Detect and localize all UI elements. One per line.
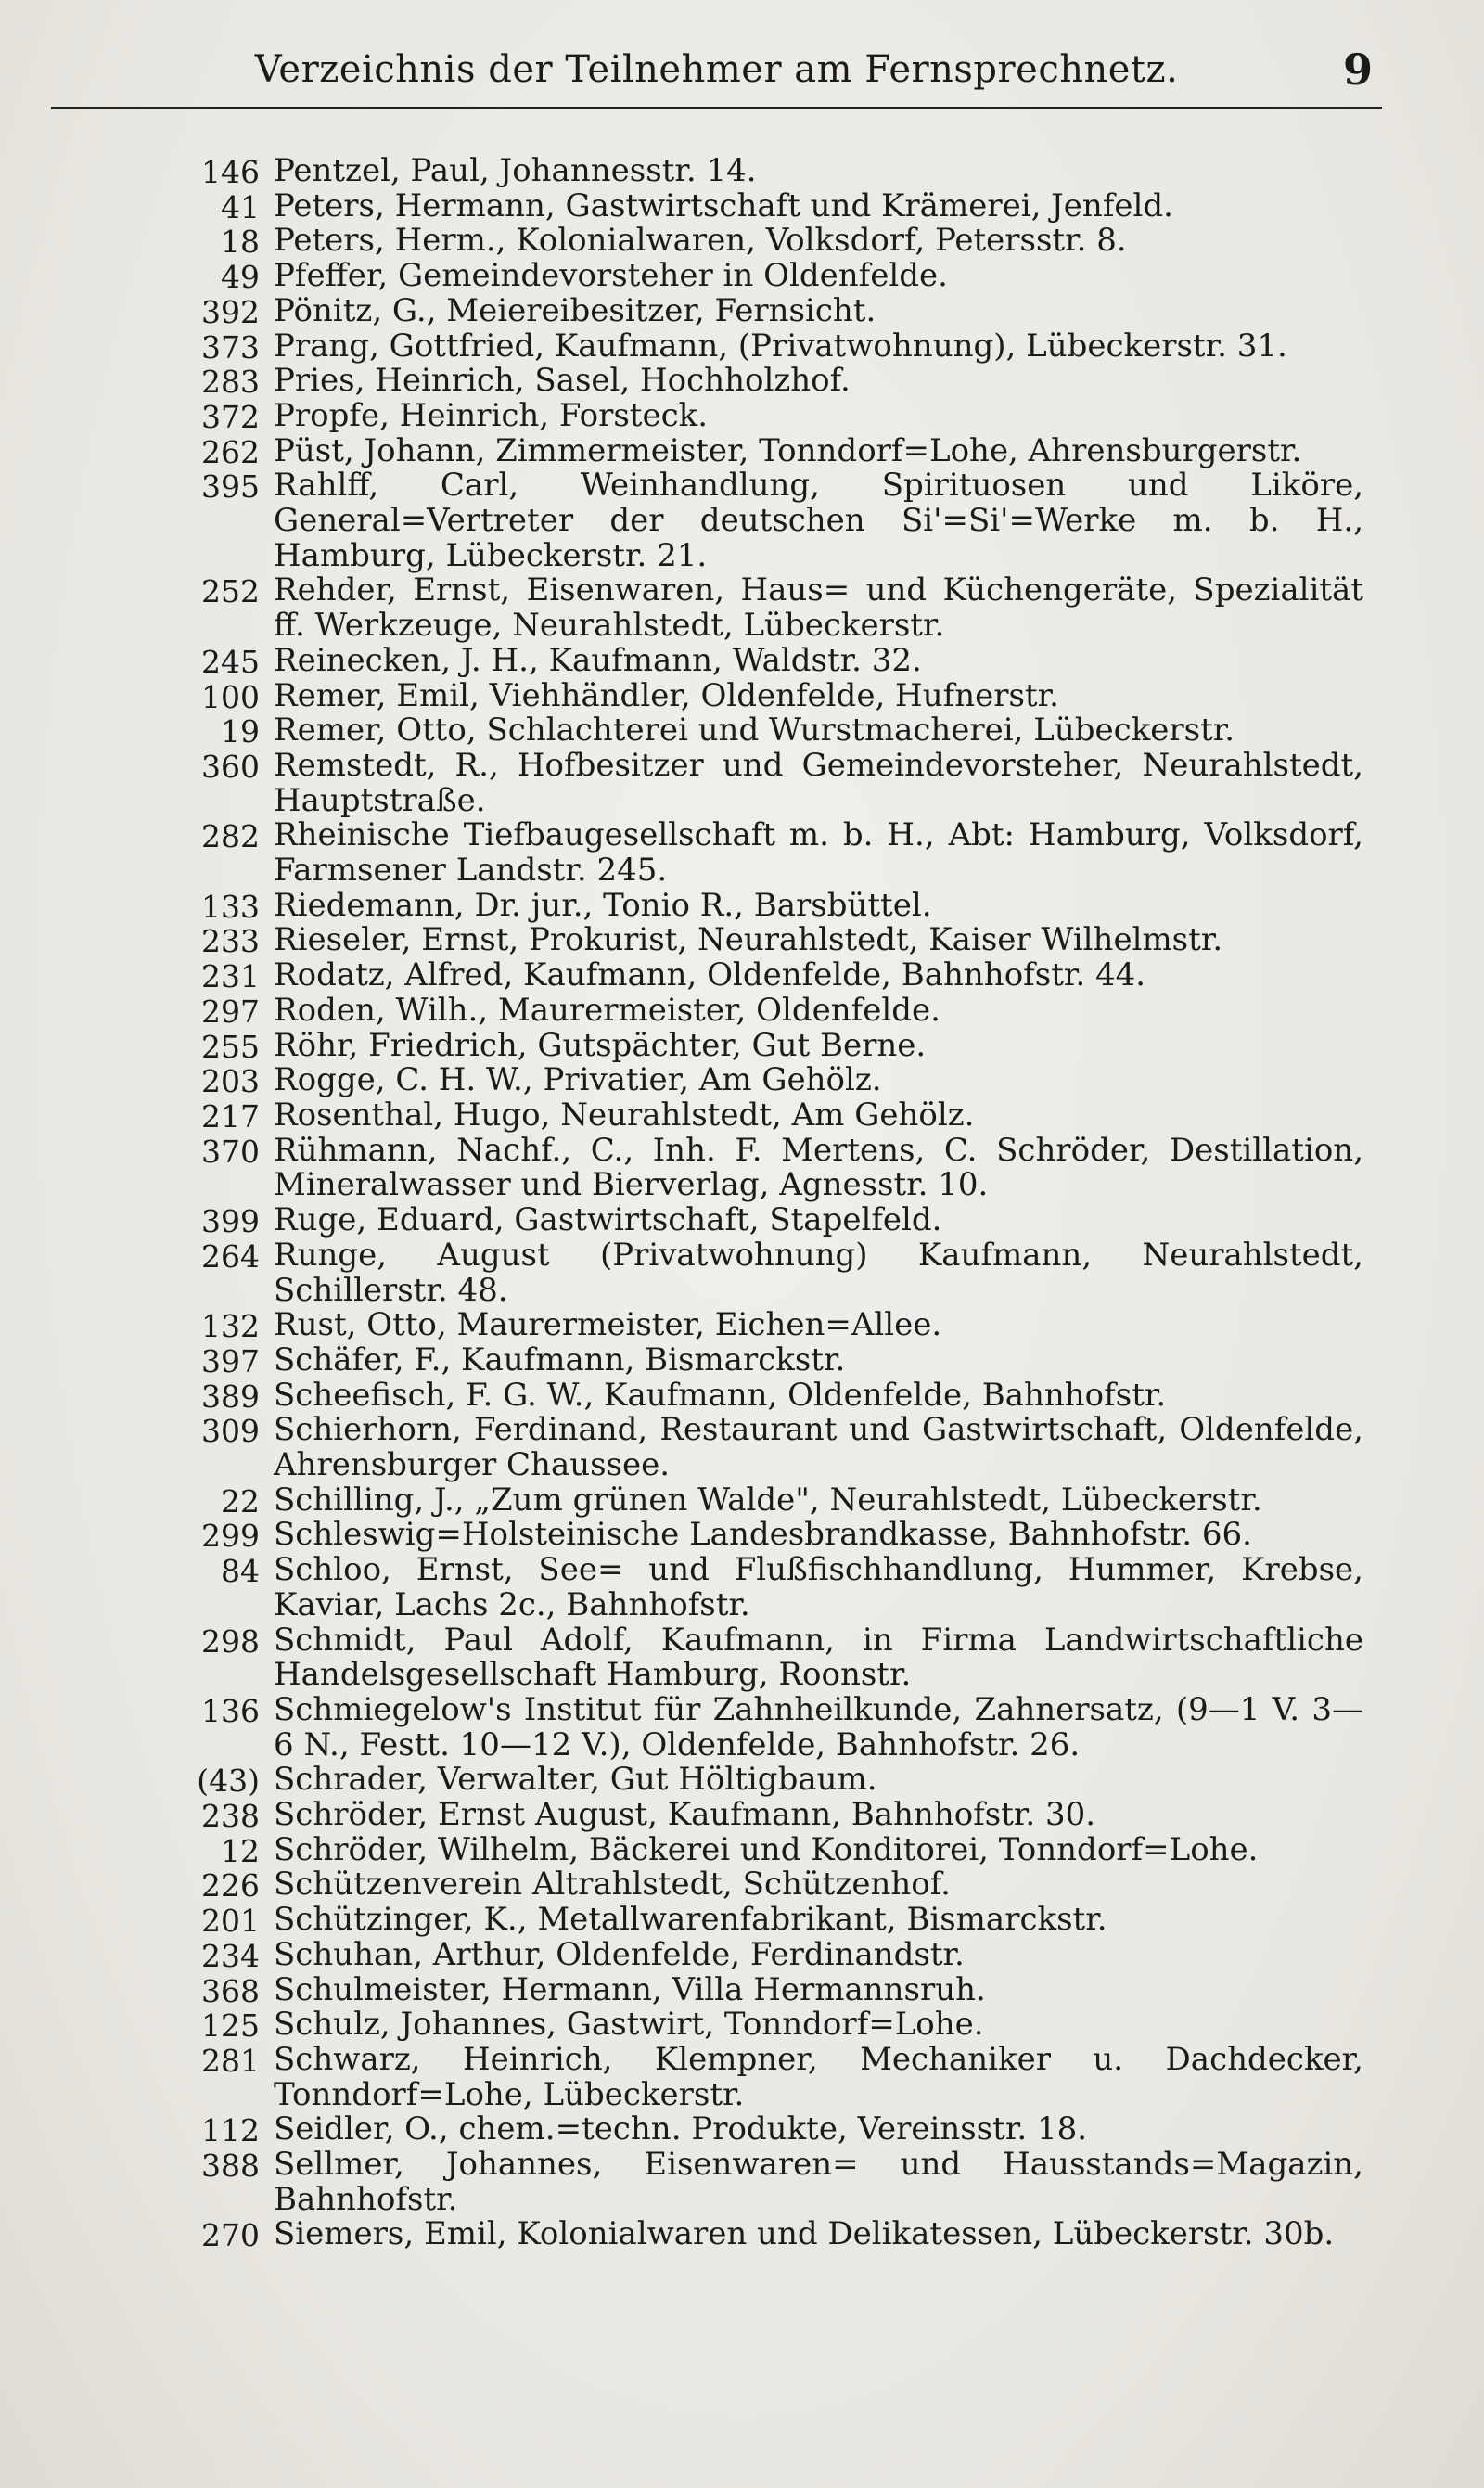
entry-number: 360	[201, 748, 260, 785]
entry-number: 112	[201, 2112, 260, 2149]
entry-text: Propfe, Heinrich, Forsteck.	[274, 396, 709, 434]
entry-text: Rehder, Ernst, Eisenwaren, Haus= und Küchengeräte, Spezialität ff. Werkzeuge, Neurahlstedt, Lübeckerstr.	[274, 571, 1363, 645]
list-item	[167, 396, 1363, 435]
entry-text: Roden, Wilh., Maurermeister, Oldenfelde.	[274, 991, 940, 1029]
entry-number: 12	[221, 1832, 260, 1869]
entry-number: 299	[201, 1518, 260, 1555]
entry-number: 125	[201, 2007, 260, 2045]
list-item	[167, 1903, 1363, 1938]
entry-number: (43)	[197, 1763, 260, 1800]
list-item	[167, 1340, 1363, 1379]
entry-number: 201	[201, 1903, 260, 1940]
list-item	[167, 746, 1363, 819]
entry-text: Remer, Otto, Schlachterei und Wurstmacherei, Lübeckerstr.	[274, 712, 1235, 750]
list-item	[167, 1763, 1363, 1798]
list-item	[167, 291, 1363, 330]
list-item	[167, 1553, 1363, 1622]
entry-number: 136	[201, 1692, 260, 1729]
entry-text: Prang, Gottfried, Kaufmann, (Privatwohnung), Lübeckerstr. 31.	[274, 327, 1287, 365]
entry-text: Schloo, Ernst, See= und Flußfischhandlung, Hummer, Krebse, Kaviar, Lachs 2c., Bahnhofstr.	[274, 1551, 1363, 1623]
entry-number: 100	[201, 678, 260, 715]
entry-text: Runge, August (Privatwohnung) Kaufmann, Neurahlstedt, Schillerstr. 48.	[274, 1236, 1363, 1309]
entry-text: Schmiegelow's Institut für Zahnheilkunde, Zahnersatz, (9—1 V. 3—6 N., Festt. 10—12 V.), Oldenfelde, Bahnhofstr. 26.	[274, 1690, 1363, 1763]
list-item	[167, 1690, 1363, 1763]
list-item	[167, 364, 1363, 399]
list-item	[167, 1098, 1363, 1134]
entry-text: Siemers, Emil, Kolonialwaren und Delikatessen, Lübeckerstr. 30b.	[274, 2215, 1335, 2253]
list-item	[167, 1131, 1363, 1204]
entry-text: Schröder, Wilhelm, Bäckerei und Konditorei, Tonndorf=Lohe.	[274, 1830, 1259, 1868]
entry-number: 270	[201, 2217, 260, 2254]
entry-text: Schuhan, Arthur, Oldenfelde, Ferdinandstr.	[274, 1935, 965, 1973]
list-item	[167, 676, 1363, 715]
subscriber-list	[167, 154, 1363, 2252]
entry-number: 19	[221, 713, 260, 750]
list-item	[167, 2040, 1363, 2113]
list-item	[167, 2148, 1363, 2217]
entry-number: 252	[201, 573, 260, 610]
entry-number: 297	[201, 993, 260, 1030]
list-item	[167, 1063, 1363, 1098]
entry-number: 132	[201, 1308, 260, 1345]
list-item	[167, 1203, 1363, 1238]
entry-number: 203	[201, 1063, 260, 1100]
entry-number: 18	[221, 224, 260, 261]
entry-text: Rosenthal, Hugo, Neurahlstedt, Am Gehölz.	[274, 1096, 975, 1134]
list-item	[167, 923, 1363, 958]
entry-text: Pfeffer, Gemeindevorsteher in Oldenfelde.	[274, 257, 948, 295]
entry-number: 226	[201, 1867, 260, 1904]
entry-text: Seidler, O., chem.=techn. Produkte, Vereinsstr. 18.	[274, 2110, 1088, 2148]
entry-text: Rust, Otto, Maurermeister, Eichen=Allee.	[274, 1306, 942, 1344]
entry-number: 399	[201, 1203, 260, 1240]
entry-text: Schmidt, Paul Adolf, Kaufmann, in Firma Landwirtschaftliche Handelsgesellschaft Hamburg, Roonstr.	[274, 1621, 1363, 1694]
entry-number: 233	[201, 923, 260, 960]
entry-number: 281	[201, 2042, 260, 2079]
entry-text: Rühmann, Nachf., C., Inh. F. Mertens, C. Schröder, Destillation, Mineralwasser und Bierverlag, Agnesstr. 10.	[274, 1131, 1363, 1204]
entry-number: 217	[201, 1097, 260, 1135]
page-title: Verzeichnis der Teilnehmer am Fernsprechnetz.	[254, 48, 1179, 91]
entry-text: Remstedt, R., Hofbesitzer und Gemeindevorsteher, Neurahlstedt, Hauptstraße.	[274, 746, 1363, 819]
entry-text: Schilling, J., „Zum grünen Walde", Neurahlstedt, Lübeckerstr.	[274, 1481, 1262, 1519]
list-item	[167, 1830, 1363, 1869]
entry-number: 392	[201, 293, 260, 330]
list-item	[167, 329, 1363, 365]
entry-text: Rieseler, Ernst, Prokurist, Neurahlstedt, Kaiser Wilhelmstr.	[274, 921, 1223, 959]
list-item	[167, 1238, 1363, 1308]
entry-text: Schrader, Verwalter, Gut Höltigbaum.	[274, 1761, 877, 1799]
list-item	[167, 1518, 1363, 1553]
list-item	[167, 2217, 1363, 2252]
list-item	[167, 886, 1363, 925]
entry-text: Rodatz, Alfred, Kaufmann, Oldenfelde, Bahnhofstr. 44.	[274, 956, 1146, 994]
entry-number: 298	[201, 1622, 260, 1660]
list-item	[167, 573, 1363, 643]
entry-text: Pentzel, Paul, Johannesstr. 14.	[274, 152, 757, 189]
entry-number: 309	[201, 1413, 260, 1450]
list-item	[167, 431, 1363, 470]
entry-number: 395	[201, 468, 260, 506]
list-item	[167, 1623, 1363, 1693]
list-item	[167, 991, 1363, 1030]
entry-text: Püst, Johann, Zimmermeister, Tonndorf=Lohe, Ahrensburgerstr.	[274, 431, 1302, 469]
list-item	[167, 468, 1363, 573]
list-item	[167, 2007, 1363, 2043]
list-item	[167, 1867, 1363, 1903]
entry-text: Schwarz, Heinrich, Klempner, Mechaniker u. Dachdecker, Tonndorf=Lohe, Lübeckerstr.	[274, 2040, 1363, 2113]
list-item	[167, 713, 1363, 749]
entry-number: 84	[221, 1553, 260, 1590]
entry-number: 372	[201, 398, 260, 435]
header-divider	[51, 107, 1382, 109]
list-item	[167, 818, 1363, 888]
entry-number: 368	[201, 1972, 260, 2009]
entry-number: 389	[201, 1378, 260, 1415]
entry-text: Schulmeister, Hermann, Villa Hermannsruh.	[274, 1970, 986, 2008]
entry-text: Peters, Hermann, Gastwirtschaft und Krämerei, Jenfeld.	[274, 186, 1173, 224]
list-item	[167, 641, 1363, 680]
entry-number: 397	[201, 1342, 260, 1379]
entry-text: Peters, Herm., Kolonialwaren, Volksdorf, Petersstr. 8.	[274, 222, 1127, 260]
entry-text: Ruge, Eduard, Gastwirtschaft, Stapelfeld.	[274, 1201, 942, 1239]
list-item	[167, 259, 1363, 294]
entry-text: Rogge, C. H. W., Privatier, Am Gehölz.	[274, 1061, 882, 1099]
list-item	[167, 1376, 1363, 1415]
entry-number: 238	[201, 1798, 260, 1835]
list-item	[167, 154, 1363, 189]
entry-number: 49	[221, 259, 260, 296]
list-item	[167, 224, 1363, 259]
entry-number: 388	[201, 2148, 260, 2185]
entry-text: Schulz, Johannes, Gastwirt, Tonndorf=Lohe.	[274, 2006, 984, 2044]
list-item	[167, 1970, 1363, 2009]
list-item	[167, 958, 1363, 994]
list-item	[167, 1483, 1363, 1519]
entry-text: Riedemann, Dr. jur., Tonio R., Barsbüttel.	[274, 886, 932, 924]
list-item	[167, 1935, 1363, 1974]
entry-number: 370	[201, 1133, 260, 1170]
page-header	[51, 37, 1382, 111]
entry-text: Scheefisch, F. G. W., Kaufmann, Oldenfelde, Bahnhofstr.	[274, 1376, 1167, 1414]
entry-text: Schützinger, K., Metallwarenfabrikant, Bismarckstr.	[274, 1901, 1107, 1939]
entry-number: 373	[201, 328, 260, 366]
entry-number: 262	[201, 433, 260, 470]
list-item	[167, 1026, 1363, 1065]
list-item	[167, 2112, 1363, 2148]
list-item	[167, 1798, 1363, 1833]
entry-text: Reinecken, J. H., Kaufmann, Waldstr. 32.	[274, 641, 922, 679]
entry-text: Remer, Emil, Viehhändler, Oldenfelde, Hufnerstr.	[274, 676, 1059, 714]
entry-number: 41	[221, 188, 260, 225]
entry-number: 146	[201, 154, 260, 190]
entry-number: 231	[201, 958, 260, 995]
entry-number: 282	[201, 818, 260, 855]
entry-text: Rahlff, Carl, Weinhandlung, Spirituosen und Liköre, General=Vertreter der deutschen Si'=Si'=Werke m. b. H., Hamburg, Lübeckerstr. 21.	[274, 467, 1363, 574]
entry-text: Schäfer, F., Kaufmann, Bismarckstr.	[274, 1340, 846, 1379]
entry-text: Rheinische Tiefbaugesellschaft m. b. H., Abt: Hamburg, Volksdorf, Farmsener Landstr. 245.	[274, 816, 1363, 890]
entry-text: Schierhorn, Ferdinand, Restaurant und Gastwirtschaft, Oldenfelde, Ahrensburger Chaussee.	[274, 1411, 1363, 1484]
entry-text: Pries, Heinrich, Sasel, Hochholzhof.	[274, 362, 851, 400]
list-item	[167, 1308, 1363, 1343]
entry-number: 283	[201, 364, 260, 401]
entry-number: 22	[221, 1482, 260, 1520]
entry-text: Pönitz, G., Meiereibesitzer, Fernsicht.	[274, 291, 876, 329]
entry-number: 255	[201, 1028, 260, 1065]
entry-text: Schröder, Ernst August, Kaufmann, Bahnhofstr. 30.	[274, 1796, 1096, 1834]
entry-number: 264	[201, 1238, 260, 1275]
entry-number: 234	[201, 1937, 260, 1974]
entry-text: Sellmer, Johannes, Eisenwaren= und Hausstands=Magazin, Bahnhofstr.	[274, 2146, 1363, 2218]
entry-text: Schützenverein Altrahlstedt, Schützenhof.	[274, 1866, 951, 1904]
entry-number: 245	[201, 643, 260, 680]
entry-number: 133	[201, 888, 260, 925]
list-item	[167, 186, 1363, 225]
page-number: 9	[1342, 45, 1373, 95]
entry-text: Röhr, Friedrich, Gutspächter, Gut Berne.	[274, 1026, 927, 1064]
list-item	[167, 1413, 1363, 1482]
entry-text: Schleswig=Holsteinische Landesbrandkasse, Bahnhofstr. 66.	[274, 1516, 1252, 1554]
